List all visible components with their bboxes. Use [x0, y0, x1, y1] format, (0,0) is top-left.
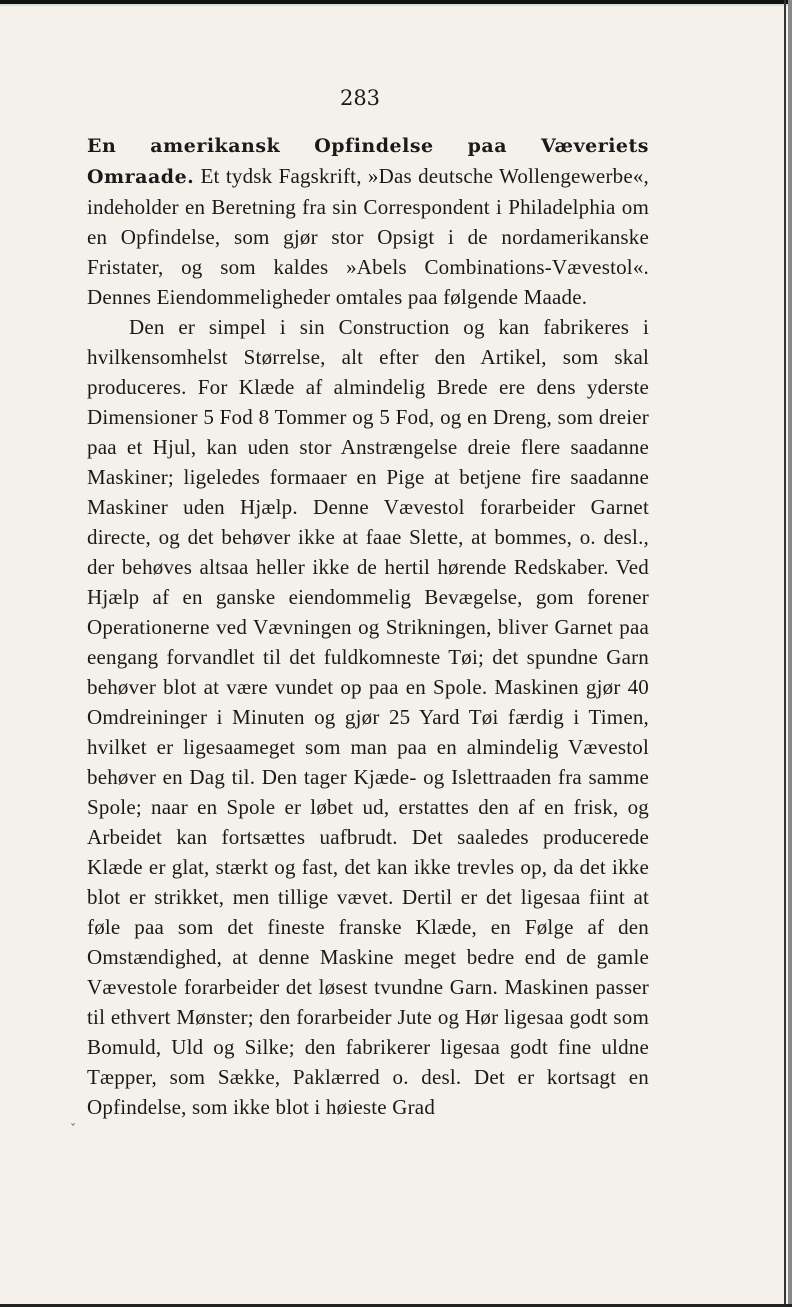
- paragraph-1: [87, 130, 649, 312]
- paragraph-2: Den er simpel i sin Construction og kan fabrikeres i hvilkensomhelst Størrelse, alt efter den Artikel, som skal produceres. For Klæde af almindelig Brede ere dens yderste Dimensioner 5 Fod 8 Tommer og 5 Fod, og en Dreng, som dreier paa et Hjul, kan uden stor Anstrængelse dreie flere saadanne Maskiner; ligeledes formaaer en Pige at betjene fire saadanne Maskiner uden Hjælp. Denne Vævestol forarbeider Garnet directe, og det behøver ikke at faae Slette, at bommes, o. desl., der behøves altsaa heller ikke de hertil hørende Redskaber. Ved Hjælp af en ganske eiendommelig Bevægelse, gom forener Operationerne ved Vævningen og Strikningen, bliver Garnet paa eengang forvandlet til det fuldkomneste Tøi; det spundne Garn behøver blot at være vundet op paa en Spole. Maskinen gjør 40 Omdreininger i Minuten og gjør 25 Yard Tøi færdig i Timen, hvilket er ligesaameget som man paa en almindelig Vævestol behøver en Dag til. Den tager Kjæde- og Islettraaden fra samme Spole; naar en Spole er løbet ud, erstattes den af en frisk, og Arbeidet kan fortsættes uafbrudt. Det saaledes producerede Klæde er glat, stærkt og fast, det kan ikke trevles op, da det ikke blot er strikket, men tillige vævet. Dertil er det ligesaa fiint at føle paa som det fineste franske Klæde, en Følge af den Omstændighed, at denne Maskine meget bedre end de gamle Vævestole forarbeider det løsest tvundne Garn. Maskinen passer til ethvert Mønster; den forarbeider Jute og Hør ligesaa godt som Bomuld, Uld og Silke; den fabrikerer ligesaa godt fine uldne Tæpper, som Sække, Paklærred o. desl. Det er kortsagt en Opfindelse, som ikke blot i høieste Grad: [87, 315, 649, 1119]
- margin-mark: ˇ: [70, 1122, 76, 1136]
- article-heading: En amerikansk Opfindelse paa Væveriets Omraade.: [87, 135, 649, 188]
- article-body: [87, 130, 649, 1122]
- scan-border-right: [784, 0, 786, 1307]
- paragraph-1-text: Et tydsk Fagskrift, »Das deutsche Wollengewerbe«, indeholder en Beretning fra sin Correspondent i Philadelphia om en Opfindelse, som gjør stor Opsigt i de nordamerikanske Fristater, og som kaldes »Abels Combinations-Vævestol«. Dennes Eiendommeligheder omtales paa følgende Maade.: [87, 164, 650, 309]
- scan-border-top: [0, 0, 792, 6]
- scan-border-right-outer: [788, 0, 792, 1307]
- page-number: 283: [339, 86, 381, 110]
